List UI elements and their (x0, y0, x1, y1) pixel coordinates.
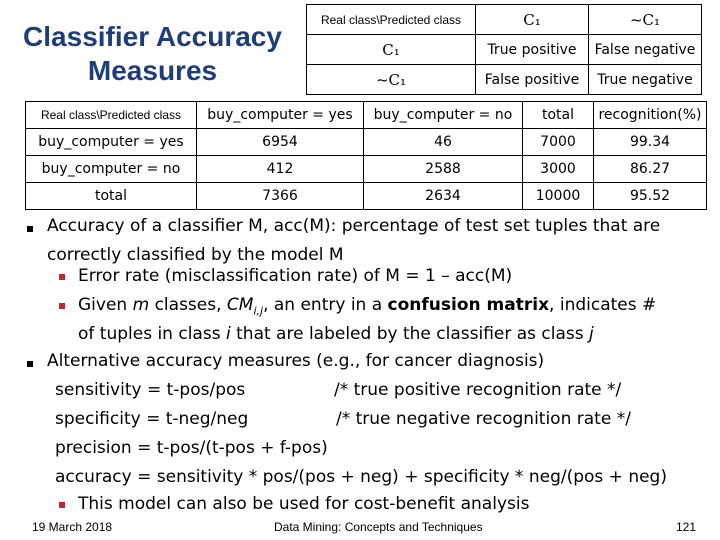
table-row (307, 5, 702, 35)
text-fragment: confusion matrix (387, 295, 550, 315)
table-header-cell: total (523, 102, 594, 129)
text-fragment: m (132, 295, 150, 315)
sub-bullet-square-icon (59, 274, 65, 280)
table-row (26, 102, 707, 129)
sensitivity-formula: sensitivity = t-pos/pos (55, 380, 246, 400)
table-row (26, 183, 707, 210)
bullet1-line1: Accuracy of a classifier M, acc(M): percentage of test set tuples that are (47, 216, 661, 236)
table-cell: True negative (589, 65, 702, 95)
footer-title: Data Mining: Concepts and Techniques (274, 520, 483, 534)
table-header-cell: recognition(%) (594, 102, 707, 129)
table-cell: 412 (197, 156, 364, 183)
table-cell: 2634 (364, 183, 523, 210)
table-header-cell: ~C₁ (589, 5, 702, 35)
bullet1-sub2-line2 (78, 320, 594, 349)
page-number: 121 (676, 520, 697, 534)
table-row (26, 129, 707, 156)
table-row (307, 65, 702, 95)
slide-title-line2: Measures (87, 55, 218, 86)
table-row-label: ~C₁ (307, 65, 476, 95)
accuracy-formula: accuracy = sensitivity * pos/(pos + neg) + specificity * neg/(pos + neg) (55, 467, 667, 487)
text-fragment: i,j (253, 304, 264, 318)
specificity-formula: specificity = t-neg/neg (55, 409, 249, 429)
bullet2-line1: Alternative accuracy measures (e.g., for cancer diagnosis) (47, 351, 545, 371)
text-fragment: of tuples in class (78, 324, 226, 344)
table-cell: False positive (476, 65, 589, 95)
table-cell: 7366 (197, 183, 364, 210)
text-fragment: i (225, 324, 231, 344)
text-fragment: , indicates # (549, 295, 657, 315)
sub-bullet-square-icon (59, 303, 65, 309)
footer-date: 19 March 2018 (32, 520, 113, 534)
table-cell: 86.27 (594, 156, 707, 183)
sub-bullet-square-icon (59, 502, 65, 508)
accuracy-table (25, 101, 707, 210)
table-header-cell: C₁ (476, 5, 589, 35)
table-cell: 3000 (523, 156, 594, 183)
slide-title-line1: Classifier Accuracy (23, 21, 282, 52)
specificity-comment: /* true negative recognition rate */ (336, 409, 631, 429)
bullet-square-icon (27, 361, 33, 367)
table-row-label: buy_computer = yes (26, 129, 197, 156)
table-cell: False negative (589, 35, 702, 65)
table-cell: 95.52 (594, 183, 707, 210)
bullet1-line2: correctly classified by the model M (47, 245, 344, 265)
precision-formula: precision = t-pos/(t-pos + f-pos) (55, 438, 328, 458)
sensitivity-comment: /* true positive recognition rate */ (334, 380, 622, 400)
bullet2-sub: This model can also be used for cost-benefit analysis (78, 494, 530, 514)
confusion-matrix-table (306, 4, 702, 95)
table-row-label: buy_computer = no (26, 156, 197, 183)
text-fragment: classes, (149, 295, 227, 315)
table-cell: 7000 (523, 129, 594, 156)
text-fragment: that are labeled by the classifier as class (230, 324, 590, 344)
table-cell: 46 (364, 129, 523, 156)
table-row (26, 156, 707, 183)
bullet-square-icon (27, 226, 33, 232)
slide-title (10, 20, 295, 88)
table-cell: 6954 (197, 129, 364, 156)
table-row-label: C₁ (307, 35, 476, 65)
table-cell: True positive (476, 35, 589, 65)
table-header-cell: Real class\Predicted class (307, 5, 476, 35)
table-header-cell: buy_computer = no (364, 102, 523, 129)
text-fragment: CM (226, 295, 254, 315)
bullet1-sub1: Error rate (misclassification rate) of M = 1 – acc(M) (78, 266, 513, 286)
table-cell: 10000 (523, 183, 594, 210)
cm-symbol (226, 295, 264, 318)
table-cell: 2588 (364, 156, 523, 183)
table-header-cell: Real class\Predicted class (26, 102, 197, 129)
text-fragment: j (589, 324, 594, 344)
table-row (307, 35, 702, 65)
text-fragment: , an entry in a (263, 295, 388, 315)
table-row-label: total (26, 183, 197, 210)
table-cell: 99.34 (594, 129, 707, 156)
table-header-cell: buy_computer = yes (197, 102, 364, 129)
text-fragment: Given (78, 295, 133, 315)
